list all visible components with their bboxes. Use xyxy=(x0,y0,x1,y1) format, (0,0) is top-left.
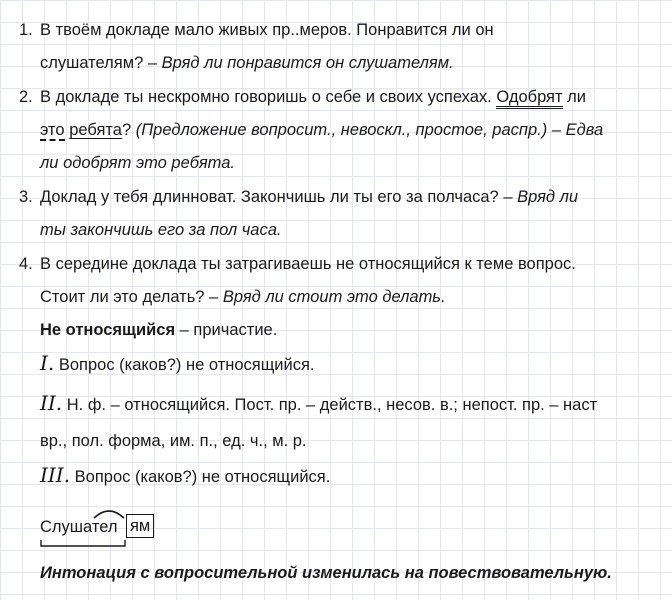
analysis-term-word: Не относящийся xyxy=(40,321,176,339)
analysis-point-2-text: Н. ф. – относящийся. Пост. пр. – действ., несов. в.; непост. пр. – наст xyxy=(62,396,598,414)
item-2-note: (Предложение вопросит., невоскл., простое, распр.) – Едва xyxy=(135,121,604,139)
item-2-predicate: Одобрят xyxy=(496,88,562,109)
analysis-term xyxy=(40,318,277,342)
item-2-line1 xyxy=(40,85,586,109)
item-4-number: 4. xyxy=(19,255,33,273)
stem-bracket-icon xyxy=(40,540,128,548)
item-1-line2 xyxy=(40,51,454,75)
morpheme-stem: Слушател xyxy=(40,518,118,536)
item-2-question-mark: ? xyxy=(121,121,132,139)
item-3-number: 3. xyxy=(19,188,33,206)
analysis-point-2 xyxy=(40,391,597,417)
item-2-line1-text: В докладе ты нескромно говоришь о себе и своих успехах. xyxy=(40,88,492,106)
item-3-answer-start: Вряд ли xyxy=(517,188,579,206)
analysis-point-1-text: Вопрос (каков?) не относящийся. xyxy=(54,356,315,374)
item-4-answer: Вряд ли стоит это делать. xyxy=(222,288,446,306)
item-1-line1: В твоём докладе мало живых пр..меров. Понравится ли он xyxy=(40,21,494,39)
item-2-line2 xyxy=(40,118,603,142)
item-1-line2-text: слушателям? – xyxy=(40,54,158,72)
item-2-attribute: это xyxy=(40,121,65,139)
morpheme-ending: ям xyxy=(126,514,154,538)
analysis-point-1 xyxy=(40,351,315,377)
item-1-number: 1. xyxy=(19,21,33,39)
item-1-answer: Вряд ли понравится он слушателям. xyxy=(161,54,454,72)
item-3-line2: ты закончишь его за пол часа. xyxy=(40,221,282,239)
analysis-point-2-cont: вр., пол. форма, им. п., ед. ч., м. р. xyxy=(40,432,307,450)
item-2-line3: ли одобрят это ребята. xyxy=(40,154,235,172)
item-2-subject: ребята xyxy=(69,121,122,139)
item-4-line2 xyxy=(40,285,446,309)
analysis-point-3-label: III. xyxy=(40,463,71,487)
conclusion: Интонация с вопросительной изменилась на повествовательную. xyxy=(40,564,612,582)
item-3-line1-text: Доклад у тебя длинноват. Закончишь ли ты его за полчаса? – xyxy=(40,188,513,206)
item-4-line2-text: Стоит ли это делать? – xyxy=(40,288,219,306)
analysis-point-3 xyxy=(40,463,330,489)
item-2-line1-end: ли xyxy=(567,88,587,106)
item-3-line1 xyxy=(40,185,578,209)
analysis-point-3-text: Вопрос (каков?) не относящийся. xyxy=(70,468,331,486)
analysis-point-2-label: II. xyxy=(40,391,63,415)
analysis-term-pos: – причастие. xyxy=(175,321,278,339)
analysis-point-1-label: I. xyxy=(40,351,55,375)
item-2-number: 2. xyxy=(19,88,33,106)
item-4-line1: В середине доклада ты затрагиваешь не относящийся к теме вопрос. xyxy=(40,255,576,273)
